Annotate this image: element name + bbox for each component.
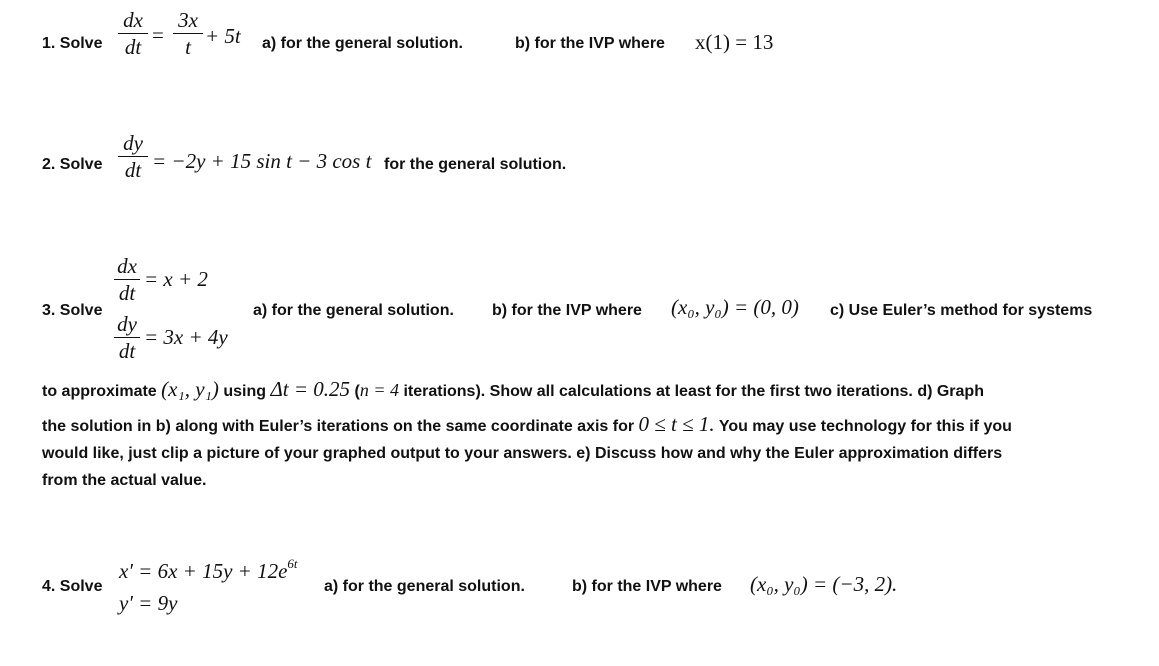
problem-3-ivp: (x₀, y₀) = (0, 0) [671, 295, 799, 319]
fraction-denominator: dt [124, 158, 142, 182]
problem-4-eq2: y′ = 9y [119, 591, 178, 615]
problem-1-lhs-fraction [118, 8, 148, 59]
fraction-bar [118, 33, 148, 34]
fraction-denominator: dt [118, 281, 136, 305]
paragraph-line-4: from the actual value. [42, 472, 207, 489]
problem-1-ivp: x(1) = 13 [695, 30, 774, 54]
problem-2-text: for the general solution. [384, 156, 567, 173]
problem-1-rhs-fraction [173, 8, 203, 59]
fraction-bar [173, 33, 203, 34]
text-fragment: to approximate [42, 383, 157, 400]
problem-1-part-a: a) for the general solution. [262, 35, 463, 52]
problem-2-label: 2. Solve [42, 156, 103, 173]
paragraph-line-1 [42, 376, 1122, 405]
exponent: 6t [287, 556, 298, 571]
problem-4-label: 4. Solve [42, 578, 103, 595]
fraction-numerator: 3x [178, 8, 198, 32]
text-fragment: ( [354, 383, 360, 400]
text-fragment: using [223, 383, 266, 400]
problem-3-part-b: b) for the IVP where [492, 302, 642, 319]
fraction-numerator: dy [117, 312, 137, 336]
problem-3-label: 3. Solve [42, 302, 103, 319]
problem-2-lhs-fraction [118, 131, 148, 182]
fraction-bar [118, 156, 148, 157]
problem-3-eq2-rhs: = 3x + 4y [144, 325, 228, 349]
fraction-numerator: dx [123, 8, 143, 32]
problem-4-eq1 [119, 556, 298, 584]
fraction-bar [114, 279, 140, 280]
problem-3-eq1-rhs: = x + 2 [144, 267, 208, 291]
equals-sign: = [152, 23, 164, 47]
problem-1-label: 1. Solve [42, 35, 103, 52]
problem-4-ivp: (x₀, y₀) = (−3, 2). [750, 572, 898, 596]
problem-4-part-b: b) for the IVP where [572, 578, 722, 595]
fraction-numerator: dy [123, 131, 143, 155]
problem-3-continuation [42, 376, 1122, 494]
fraction-numerator: dx [117, 254, 137, 278]
paragraph-line-3: would like, just clip a picture of your graphed output to your answers. e) Discuss how and why the Euler approximation differs [42, 445, 1003, 462]
text-fragment: the solution in b) along with Euler’s iterations on the same coordinate axis for [42, 418, 635, 435]
problem-3-eq2-fraction [114, 312, 140, 363]
text-fragment: You may use technology for this if you [718, 418, 1012, 435]
fraction-bar [114, 337, 140, 338]
problem-1-part-b: b) for the IVP where [515, 35, 665, 52]
problem-2-rhs: = −2y + 15 sin t − 3 cos t [152, 149, 372, 173]
problem-4-part-a: a) for the general solution. [324, 578, 525, 595]
math-fragment: (x₁, y₁) [161, 377, 219, 401]
text-fragment: iterations). Show all calculations at least for the first two iterations. d) Graph [403, 383, 984, 400]
problem-1-rhs-term: + 5t [205, 24, 241, 48]
equation-text: x′ = 6x + 15y + 12e [119, 559, 288, 583]
paragraph-line-2 [42, 411, 1122, 440]
fraction-denominator: dt [124, 35, 142, 59]
problem-3-eq1-fraction [114, 254, 140, 305]
math-fragment: Δt = 0.25 [270, 377, 351, 401]
problem-3-part-a: a) for the general solution. [253, 302, 454, 319]
math-fragment: n = 4 [359, 380, 399, 400]
fraction-denominator: dt [118, 339, 136, 363]
problem-3-part-c: c) Use Euler’s method for systems [830, 302, 1093, 319]
fraction-denominator: t [185, 35, 191, 59]
math-fragment: 0 ≤ t ≤ 1. [638, 412, 715, 436]
